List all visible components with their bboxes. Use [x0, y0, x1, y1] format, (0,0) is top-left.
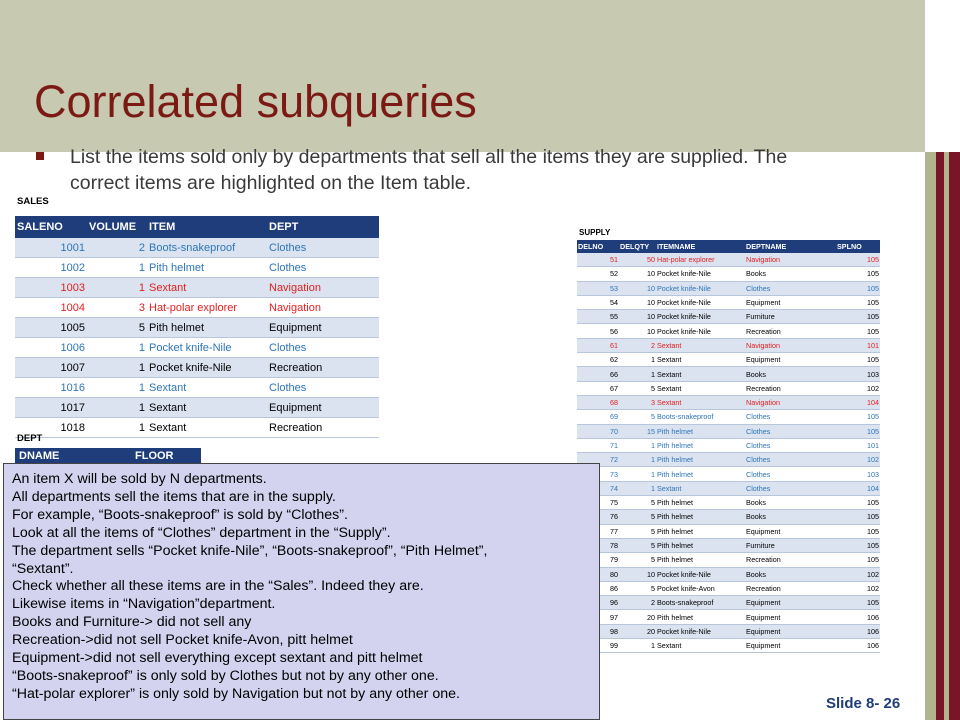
supply-cell: 80 — [577, 567, 619, 581]
supply-cell: 105 — [836, 524, 880, 538]
supply-row — [577, 581, 880, 595]
supply-cell: Boots-snakeproof — [656, 410, 745, 424]
supply-cell: 75 — [577, 496, 619, 510]
sales-cell: 1005 — [15, 318, 87, 338]
sales-col-header: ITEM — [147, 216, 267, 238]
supply-cell: 105 — [836, 353, 880, 367]
sales-cell: Recreation — [267, 358, 379, 378]
sales-cell: Pocket knife-Nile — [147, 358, 267, 378]
sales-cell: Boots-snakeproof — [147, 238, 267, 258]
supply-cell: Pocket knife-Nile — [656, 624, 745, 638]
supply-cell: 56 — [577, 324, 619, 338]
supply-cell: 10 — [619, 310, 656, 324]
note-line: “Sextant”. — [12, 560, 74, 577]
sales-cell: 1017 — [15, 398, 87, 418]
note-line: An item X will be sold by N departments. — [12, 471, 267, 487]
supply-cell: 50 — [619, 253, 656, 267]
note-line: The department sells “Pocket knife-Nile”, “Boots-snakeproof”, “Pith Helmet”, — [12, 542, 488, 559]
supply-row — [577, 281, 880, 295]
supply-cell: 5 — [619, 410, 656, 424]
supply-row — [577, 496, 880, 510]
supply-row — [577, 310, 880, 324]
supply-cell: Clothes — [745, 424, 836, 438]
supply-cell: Equipment — [745, 295, 836, 309]
sales-row — [15, 338, 379, 358]
supply-cell: Pocket knife-Avon — [656, 581, 745, 595]
supply-cell: 15 — [619, 424, 656, 438]
supply-cell: Recreation — [745, 381, 836, 395]
sales-cell: Equipment — [267, 398, 379, 418]
supply-cell: 55 — [577, 310, 619, 324]
supply-cell: 98 — [577, 624, 619, 638]
note-line: All departments sell the items that are in the supply. — [12, 488, 336, 505]
sales-cell: Clothes — [267, 258, 379, 278]
supply-cell: 105 — [836, 324, 880, 338]
sales-cell: 1016 — [15, 378, 87, 398]
supply-cell: 5 — [619, 381, 656, 395]
supply-row — [577, 610, 880, 624]
supply-cell: 104 — [836, 395, 880, 409]
supply-cell: 1 — [619, 453, 656, 467]
supply-cell: 105 — [836, 410, 880, 424]
sales-cell: Clothes — [267, 238, 379, 258]
supply-cell: Pith helmet — [656, 467, 745, 481]
supply-row — [577, 524, 880, 538]
supply-cell: Pith helmet — [656, 610, 745, 624]
right-stripe-maroon — [936, 152, 944, 720]
supply-cell: 105 — [836, 538, 880, 552]
note-line: “Boots-snakeproof” is only sold by Clothes but not by any other one. — [12, 667, 439, 684]
supply-cell: Clothes — [745, 467, 836, 481]
supply-cell: Recreation — [745, 553, 836, 567]
supply-cell: 2 — [619, 596, 656, 610]
sales-cell: Sextant — [147, 418, 267, 438]
supply-cell: 105 — [836, 281, 880, 295]
supply-cell: Clothes — [745, 481, 836, 495]
sales-cell: 1001 — [15, 238, 87, 258]
supply-cell: Hat-polar explorer — [656, 253, 745, 267]
bullet-text: List the items sold only by departments that sell all the items they are supplied. The correct items are highlighted on the Item table. — [70, 146, 788, 194]
supply-cell: 103 — [836, 367, 880, 381]
sales-cell: Sextant — [147, 278, 267, 298]
note-line: “Hat-polar explorer” is only sold by Navigation but not by any other one. — [12, 685, 460, 702]
supply-cell: Pocket knife-Nile — [656, 281, 745, 295]
supply-cell: Books — [745, 496, 836, 510]
sales-row — [15, 278, 379, 298]
supply-cell: 69 — [577, 410, 619, 424]
note-line: Recreation->did not sell Pocket knife-Avon, pitt helmet — [12, 632, 353, 649]
sales-cell: 1 — [87, 398, 147, 418]
supply-row — [577, 367, 880, 381]
supply-cell: 101 — [836, 338, 880, 352]
sales-cell: 1006 — [15, 338, 87, 358]
supply-cell: Pith helmet — [656, 538, 745, 552]
supply-cell: 106 — [836, 610, 880, 624]
sales-row — [15, 378, 379, 398]
supply-cell: 74 — [577, 481, 619, 495]
sales-cell: Recreation — [267, 418, 379, 438]
supply-cell: Navigation — [745, 253, 836, 267]
supply-cell: Furniture — [745, 538, 836, 552]
supply-row — [577, 438, 880, 452]
sales-cell: 1003 — [15, 278, 87, 298]
supply-cell: Sextant — [656, 381, 745, 395]
supply-cell: 5 — [619, 524, 656, 538]
supply-cell: Equipment — [745, 596, 836, 610]
supply-cell: 5 — [619, 581, 656, 595]
supply-cell: Pith helmet — [656, 453, 745, 467]
sales-row — [15, 398, 379, 418]
sales-cell: Navigation — [267, 298, 379, 318]
sales-cell: 1 — [87, 358, 147, 378]
supply-cell: Sextant — [656, 367, 745, 381]
supply-cell: Recreation — [745, 581, 836, 595]
supply-row — [577, 295, 880, 309]
supply-cell: Equipment — [745, 624, 836, 638]
supply-cell: Furniture — [745, 310, 836, 324]
supply-row — [577, 510, 880, 524]
sales-cell: Sextant — [147, 398, 267, 418]
supply-cell: 102 — [836, 581, 880, 595]
supply-cell: Equipment — [745, 353, 836, 367]
supply-cell: Equipment — [745, 610, 836, 624]
sales-row — [15, 298, 379, 318]
supply-cell: 105 — [836, 510, 880, 524]
supply-cell: 105 — [836, 310, 880, 324]
sales-cell: Pith helmet — [147, 318, 267, 338]
note-line: For example, “Boots-snakeproof” is sold by “Clothes”. — [12, 506, 348, 523]
supply-cell: 106 — [836, 624, 880, 638]
supply-cell: Pocket knife-Nile — [656, 267, 745, 281]
note-line: Equipment->did not sell everything except sextant and pitt helmet — [12, 650, 423, 667]
supply-cell: Sextant — [656, 639, 745, 653]
sales-cell: 1004 — [15, 298, 87, 318]
sales-cell: 1018 — [15, 418, 87, 438]
supply-cell: Books — [745, 567, 836, 581]
supply-cell: 101 — [836, 438, 880, 452]
sales-cell: Pocket knife-Nile — [147, 338, 267, 358]
supply-cell: 103 — [836, 467, 880, 481]
supply-row — [577, 324, 880, 338]
supply-cell: Equipment — [745, 639, 836, 653]
sales-cell: 1 — [87, 278, 147, 298]
dept-col-floor: FLOOR — [135, 450, 174, 462]
dept-table-header — [15, 448, 201, 464]
sales-cell: 2 — [87, 238, 147, 258]
supply-cell: 10 — [619, 295, 656, 309]
supply-cell: Pith helmet — [656, 553, 745, 567]
sales-cell: 1 — [87, 418, 147, 438]
supply-cell: Books — [745, 510, 836, 524]
supply-cell: Equipment — [745, 524, 836, 538]
sales-cell: Hat-polar explorer — [147, 298, 267, 318]
supply-row — [577, 567, 880, 581]
supply-cell: Sextant — [656, 395, 745, 409]
supply-cell: 78 — [577, 538, 619, 552]
supply-cell: 105 — [836, 253, 880, 267]
sales-row — [15, 358, 379, 378]
sales-row — [15, 238, 379, 258]
supply-cell: Books — [745, 267, 836, 281]
supply-row — [577, 424, 880, 438]
sales-cell: 1002 — [15, 258, 87, 278]
supply-cell: Pith helmet — [656, 438, 745, 452]
supply-row — [577, 353, 880, 367]
supply-cell: 20 — [619, 624, 656, 638]
supply-col-header: SPLNO — [836, 240, 880, 253]
sales-cell: Pith helmet — [147, 258, 267, 278]
supply-cell: 97 — [577, 610, 619, 624]
sales-cell: Clothes — [267, 378, 379, 398]
note-line: Look at all the items of “Clothes” department in the “Supply”. — [12, 524, 391, 541]
supply-cell: 73 — [577, 467, 619, 481]
supply-cell: Pith helmet — [656, 496, 745, 510]
sales-cell: 1 — [87, 378, 147, 398]
supply-col-header: ITEMNAME — [656, 240, 745, 253]
supply-cell: 5 — [619, 553, 656, 567]
supply-cell: Books — [745, 367, 836, 381]
sales-col-header: SALENO — [15, 216, 87, 238]
supply-cell: 20 — [619, 610, 656, 624]
supply-cell: 10 — [619, 281, 656, 295]
supply-cell: Sextant — [656, 353, 745, 367]
supply-cell: 67 — [577, 381, 619, 395]
sales-cell: 1007 — [15, 358, 87, 378]
supply-cell: 66 — [577, 367, 619, 381]
sales-col-header: VOLUME — [87, 216, 147, 238]
supply-cell: 2 — [619, 338, 656, 352]
note-line: Books and Furniture-> did not sell any — [12, 614, 252, 631]
supply-row — [577, 453, 880, 467]
supply-cell: Pocket knife-Nile — [656, 324, 745, 338]
supply-row — [577, 467, 880, 481]
sales-cell: Navigation — [267, 278, 379, 298]
supply-cell: 1 — [619, 467, 656, 481]
supply-cell: 1 — [619, 353, 656, 367]
supply-cell: Pocket knife-Nile — [656, 567, 745, 581]
right-stripe-maroon-2 — [949, 152, 960, 720]
supply-row — [577, 624, 880, 638]
supply-cell: 86 — [577, 581, 619, 595]
dept-label: DEPT — [17, 433, 43, 444]
supply-cell: 105 — [836, 496, 880, 510]
supply-row — [577, 596, 880, 610]
supply-table — [577, 240, 880, 653]
slide-number: Slide 8- 26 — [826, 695, 901, 712]
supply-cell: 5 — [619, 510, 656, 524]
supply-cell: Clothes — [745, 453, 836, 467]
supply-cell: 70 — [577, 424, 619, 438]
sales-cell: Sextant — [147, 378, 267, 398]
supply-cell: 5 — [619, 496, 656, 510]
supply-row — [577, 253, 880, 267]
supply-cell: Clothes — [745, 281, 836, 295]
supply-cell: 10 — [619, 324, 656, 338]
right-stripe-olive — [925, 152, 936, 720]
supply-cell: 10 — [619, 267, 656, 281]
supply-cell: 105 — [836, 553, 880, 567]
sales-table — [15, 216, 379, 438]
supply-cell: Boots-snakeproof — [656, 596, 745, 610]
supply-cell: 105 — [836, 596, 880, 610]
supply-row — [577, 395, 880, 409]
sales-cell: 5 — [87, 318, 147, 338]
sales-label: SALES — [17, 196, 49, 207]
supply-cell: Navigation — [745, 338, 836, 352]
supply-row — [577, 410, 880, 424]
supply-cell: Pith helmet — [656, 424, 745, 438]
supply-col-header: DEPTNAME — [745, 240, 836, 253]
supply-cell: Recreation — [745, 324, 836, 338]
supply-cell: Clothes — [745, 410, 836, 424]
supply-cell: Sextant — [656, 338, 745, 352]
supply-cell: 1 — [619, 438, 656, 452]
supply-cell: Pith helmet — [656, 510, 745, 524]
supply-cell: Clothes — [745, 438, 836, 452]
supply-cell: 79 — [577, 553, 619, 567]
supply-cell: 76 — [577, 510, 619, 524]
sales-row — [15, 258, 379, 278]
supply-cell: 105 — [836, 267, 880, 281]
supply-cell: 10 — [619, 567, 656, 581]
supply-cell: 77 — [577, 524, 619, 538]
supply-cell: 62 — [577, 353, 619, 367]
sales-cell: Clothes — [267, 338, 379, 358]
supply-row — [577, 381, 880, 395]
supply-label: SUPPLY — [579, 228, 611, 237]
supply-cell: 102 — [836, 453, 880, 467]
explanation-note — [3, 463, 600, 720]
sales-col-header: DEPT — [267, 216, 379, 238]
supply-row — [577, 481, 880, 495]
supply-cell: 52 — [577, 267, 619, 281]
supply-cell: 102 — [836, 381, 880, 395]
supply-cell: 51 — [577, 253, 619, 267]
supply-cell: 99 — [577, 639, 619, 653]
supply-col-header: DELQTY — [619, 240, 656, 253]
supply-cell: 105 — [836, 424, 880, 438]
supply-cell: Sextant — [656, 481, 745, 495]
supply-cell: 5 — [619, 538, 656, 552]
supply-cell: 104 — [836, 481, 880, 495]
supply-cell: 72 — [577, 453, 619, 467]
supply-row — [577, 267, 880, 281]
sales-row — [15, 318, 379, 338]
supply-cell: 71 — [577, 438, 619, 452]
sales-cell: 1 — [87, 338, 147, 358]
supply-cell: Pocket knife-Nile — [656, 310, 745, 324]
supply-cell: 3 — [619, 395, 656, 409]
supply-cell: 54 — [577, 295, 619, 309]
supply-cell: 106 — [836, 639, 880, 653]
supply-row — [577, 639, 880, 653]
dept-col-dname: DNAME — [19, 450, 60, 462]
supply-col-header: DELNO — [577, 240, 619, 253]
sales-cell: 3 — [87, 298, 147, 318]
supply-row — [577, 338, 880, 352]
supply-cell: 53 — [577, 281, 619, 295]
supply-cell: 102 — [836, 567, 880, 581]
sales-cell: 1 — [87, 258, 147, 278]
note-line: Check whether all these items are in the “Sales”. Indeed they are. — [12, 578, 424, 595]
supply-cell: Navigation — [745, 395, 836, 409]
supply-cell: 96 — [577, 596, 619, 610]
supply-cell: 105 — [836, 295, 880, 309]
slide-title: Correlated subqueries — [34, 76, 477, 127]
bullet-marker — [36, 152, 44, 160]
sales-cell: Equipment — [267, 318, 379, 338]
supply-cell: Pith helmet — [656, 524, 745, 538]
supply-cell: Pocket knife-Nile — [656, 295, 745, 309]
supply-row — [577, 538, 880, 552]
supply-cell: 1 — [619, 639, 656, 653]
supply-cell: 61 — [577, 338, 619, 352]
supply-cell: 68 — [577, 395, 619, 409]
note-line: Likewise items in “Navigation”department. — [12, 596, 276, 613]
supply-cell: 1 — [619, 367, 656, 381]
sales-row — [15, 418, 379, 438]
supply-cell: 1 — [619, 481, 656, 495]
supply-row — [577, 553, 880, 567]
